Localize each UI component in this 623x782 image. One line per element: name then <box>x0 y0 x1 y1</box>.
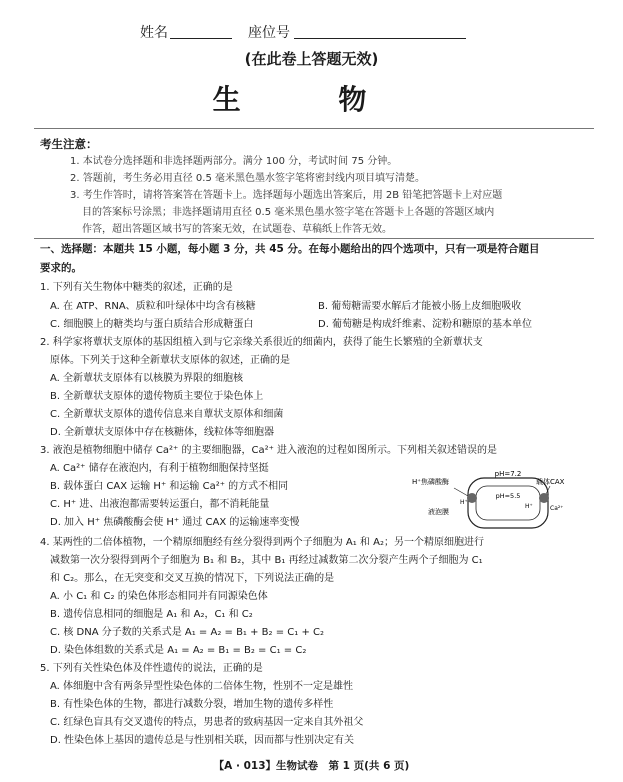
ph-cytoplasm-label: pH=7.2 <box>494 470 522 478</box>
h-ion-label: H⁺ <box>525 503 533 510</box>
seat-label: 座位号 <box>248 25 290 41</box>
pump-label: H⁺焦磷酸酶 <box>412 478 449 486</box>
notice-text: (在此卷上答题无效) <box>244 50 379 68</box>
instruction-item: 目的答案标号涂黑；非选择题请用直径 0.5 毫米黑色墨水签字笔在答题卡上各题的答题区域内 <box>82 207 495 218</box>
header-fields <box>140 22 500 42</box>
vacuole-membrane-label: 液泡膜 <box>428 508 449 516</box>
name-label: 姓名 <box>140 25 168 41</box>
q4-stem: 4. 某两性的二倍体植物，一个精原细胞经有丝分裂得到两个子细胞为 A₁ 和 A₂；另一个精原细胞进行 <box>40 537 484 548</box>
q1-stem: 1. 下列有关生物体中糖类的叙述，正确的是 <box>40 282 233 293</box>
q2-stem: 2. 科学家将蕈状支原体的基因组植入到与它亲缘关系很近的细菌内，获得了能生长繁殖的全新蕈状支 <box>40 337 483 348</box>
ca-ion-label: Ca²⁺ <box>550 505 564 512</box>
q5-stem: 5. 下列有关性染色体及伴性遗传的说法，正确的是 <box>40 663 263 674</box>
carrier-label: 载体CAX <box>536 478 565 486</box>
instructions-heading: 考生注意： <box>40 137 98 151</box>
q4-option-d: D. 染色体组数的关系式是 A₁ = A₂ = B₁ = B₂ = C₁ = C₂ <box>50 645 307 656</box>
h-ion-label: H⁺ <box>460 499 468 506</box>
q2-stem-cont: 原体。下列关于这种全新蕈状支原体的叙述，正确的是 <box>50 355 290 366</box>
instruction-item: 作答，超出答题区域书写的答案无效，在试题卷、草稿纸上作答无效。 <box>82 224 392 235</box>
q4-option-a: A. 小 C₁ 和 C₂ 的染色体形态相同并有同源染色体 <box>50 591 268 602</box>
q1-option-b: B. 葡萄糖需要水解后才能被小肠上皮细胞吸收 <box>318 301 522 312</box>
instruction-item: 3. 考生作答时，请将答案答在答题卡上。选择题每小题选出答案后，用 2B 铅笔把答题卡上对应题 <box>70 190 503 201</box>
section-heading-cont: 要求的。 <box>40 262 82 274</box>
seat-blank <box>294 38 466 39</box>
q4-stem-cont: 减数第一次分裂得到两个子细胞为 B₁ 和 B₂，其中 B₁ 再经过减数第二次分裂产生两个子细胞为 C₁ <box>50 555 483 566</box>
divider <box>34 128 594 129</box>
page-footer: 【A · 013】生物试卷 第 1 页(共 6 页) <box>213 760 410 772</box>
q3-option-c: C. H⁺ 进、出液泡都需要转运蛋白，都不消耗能量 <box>50 499 270 510</box>
q1-option-a: A. 在 ATP、RNA、质粒和叶绿体中均含有核糖 <box>50 301 256 312</box>
q5-option-b: B. 有性染色体的生物，都进行减数分裂，增加生物的遗传多样性 <box>50 699 334 710</box>
q3-option-b: B. 载体蛋白 CAX 运输 H⁺ 和运输 Ca²⁺ 的方式不相同 <box>50 481 289 492</box>
pump-protein <box>467 493 477 503</box>
q2-option-d: D. 全新蕈状支原体中存在核糖体，线粒体等细胞器 <box>50 427 275 438</box>
carrier-protein <box>539 493 549 503</box>
q5-option-a: A. 体细胞中含有两条异型性染色体的二倍体生物，性别不一定是雄性 <box>50 681 354 692</box>
q3-option-d: D. 加入 H⁺ 焦磷酸酶会使 H⁺ 通过 CAX 的运输速率变慢 <box>50 517 300 528</box>
q3-stem: 3. 液泡是植物细胞中储存 Ca²⁺ 的主要细胞器，Ca²⁺ 进入液泡的过程如图所示。下列相关叙述错误的是 <box>40 445 498 456</box>
q1-option-c: C. 细胞膜上的糖类均与蛋白质结合形成糖蛋白 <box>50 319 254 330</box>
q2-option-a: A. 全新蕈状支原体有以核膜为界限的细胞核 <box>50 373 244 384</box>
q2-option-b: B. 全新蕈状支原体的遗传物质主要位于染色体上 <box>50 391 264 402</box>
q2-option-c: C. 全新蕈状支原体的遗传信息来自蕈状支原体和细菌 <box>50 409 284 420</box>
q5-option-d: D. 性染色体上基因的遗传总是与性别相关联，因而都与性别决定有关 <box>50 735 355 746</box>
name-blank <box>170 38 232 39</box>
instruction-item: 2. 答题前，考生务必用直径 0.5 毫米黑色墨水签字笔将密封线内项目填写清楚。 <box>70 173 425 184</box>
section-heading: 一、选择题：本题共 15 小题，每小题 3 分，共 45 分。在每小题给出的四个选项中，只有一项是符合题目 <box>40 243 540 255</box>
divider <box>34 238 594 239</box>
q4-option-c: C. 核 DNA 分子数的关系式是 A₁ = A₂ = B₁ + B₂ = C₁ + C₂ <box>50 627 324 638</box>
instruction-item: 1. 本试卷分选择题和非选择题两部分。满分 100 分，考试时间 75 分钟。 <box>70 156 398 167</box>
q4-stem-cont: 和 C₂。那么，在无突变和交叉互换的情况下，下列说法正确的是 <box>50 573 335 584</box>
q4-option-b: B. 遗传信息相同的细胞是 A₁ 和 A₂，C₁ 和 C₂ <box>50 609 253 620</box>
q3-option-a: A. Ca²⁺ 储存在液泡内，有利于植物细胞保持坚挺 <box>50 463 269 474</box>
q5-option-c: C. 红绿色盲具有交叉遗传的特点，男患者的致病基因一定来自其外祖父 <box>50 717 364 728</box>
q1-option-d: D. 葡萄糖是构成纤维素、淀粉和糖原的基本单位 <box>318 319 533 330</box>
page-title: 生 物 <box>212 83 411 116</box>
ph-vacuole-label: pH=5.5 <box>495 492 521 500</box>
vacuole-diagram <box>412 468 572 540</box>
